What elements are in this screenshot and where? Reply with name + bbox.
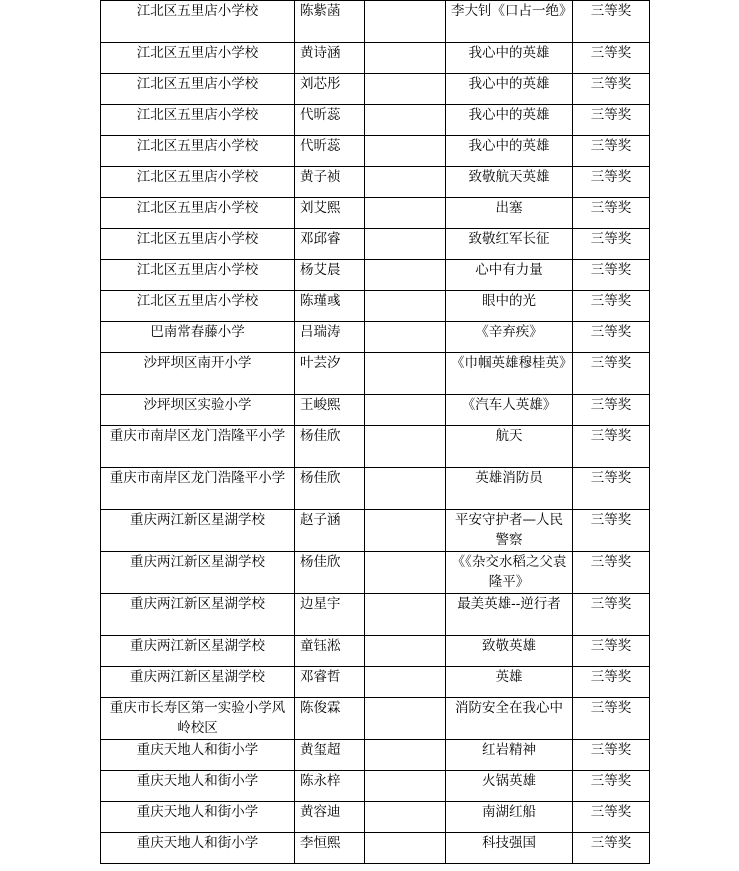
student-name-cell: 杨艾晨	[295, 260, 365, 291]
school-cell: 江北区五里店小学校	[101, 136, 295, 167]
work-title-cell: 《汽车人英雄》	[446, 395, 573, 426]
work-title-cell: 出塞	[446, 198, 573, 229]
student-name-cell: 杨佳欣	[295, 552, 365, 594]
work-title-cell: 《《杂交水稻之父袁隆平》	[446, 552, 573, 594]
work-title-cell: 我心中的英雄	[446, 74, 573, 105]
prize-cell: 三等奖	[573, 1, 650, 43]
work-title-cell: 航天	[446, 426, 573, 468]
school-cell: 沙坪坝区实验小学	[101, 395, 295, 426]
table-row	[101, 510, 650, 552]
work-title-cell: 平安守护者—人民警察	[446, 510, 573, 552]
work-title-cell: 李大钊《口占一绝》	[446, 1, 573, 43]
school-cell: 江北区五里店小学校	[101, 1, 295, 43]
school-cell: 重庆市长寿区第一实验小学风岭校区	[101, 698, 295, 740]
work-title-cell: 英雄	[446, 667, 573, 698]
prize-cell: 三等奖	[573, 510, 650, 552]
table-row	[101, 771, 650, 802]
table-row	[101, 395, 650, 426]
blank-cell	[365, 636, 446, 667]
school-cell: 重庆天地人和街小学	[101, 771, 295, 802]
school-cell: 重庆市南岸区龙门浩隆平小学	[101, 426, 295, 468]
blank-cell	[365, 43, 446, 74]
blank-cell	[365, 260, 446, 291]
work-title-cell: 《巾帼英雄穆桂英》	[446, 353, 573, 395]
work-title-cell: 眼中的光	[446, 291, 573, 322]
table-row	[101, 1, 650, 43]
prize-cell: 三等奖	[573, 426, 650, 468]
table-row	[101, 105, 650, 136]
table-row	[101, 74, 650, 105]
school-cell: 重庆天地人和街小学	[101, 833, 295, 864]
prize-cell: 三等奖	[573, 802, 650, 833]
table-row	[101, 636, 650, 667]
blank-cell	[365, 510, 446, 552]
awards-table	[100, 0, 650, 864]
student-name-cell: 李恒熙	[295, 833, 365, 864]
student-name-cell: 吕瑞涛	[295, 322, 365, 353]
table-row	[101, 291, 650, 322]
student-name-cell: 王峻熙	[295, 395, 365, 426]
prize-cell: 三等奖	[573, 74, 650, 105]
blank-cell	[365, 802, 446, 833]
student-name-cell: 刘艾熙	[295, 198, 365, 229]
student-name-cell: 杨佳欣	[295, 426, 365, 468]
awards-table-body	[101, 1, 650, 864]
blank-cell	[365, 353, 446, 395]
school-cell: 重庆两江新区星湖学校	[101, 667, 295, 698]
school-cell: 江北区五里店小学校	[101, 105, 295, 136]
prize-cell: 三等奖	[573, 198, 650, 229]
student-name-cell: 黄子祯	[295, 167, 365, 198]
blank-cell	[365, 322, 446, 353]
student-name-cell: 陈俊霖	[295, 698, 365, 740]
blank-cell	[365, 594, 446, 636]
work-title-cell: 南湖红船	[446, 802, 573, 833]
prize-cell: 三等奖	[573, 833, 650, 864]
work-title-cell: 心中有力量	[446, 260, 573, 291]
work-title-cell: 我心中的英雄	[446, 43, 573, 74]
prize-cell: 三等奖	[573, 105, 650, 136]
work-title-cell: 致敬英雄	[446, 636, 573, 667]
student-name-cell: 黄诗涵	[295, 43, 365, 74]
student-name-cell: 黄容迪	[295, 802, 365, 833]
student-name-cell: 陈永梓	[295, 771, 365, 802]
student-name-cell: 边星宇	[295, 594, 365, 636]
table-row	[101, 353, 650, 395]
school-cell: 江北区五里店小学校	[101, 291, 295, 322]
work-title-cell: 火锅英雄	[446, 771, 573, 802]
work-title-cell: 我心中的英雄	[446, 136, 573, 167]
prize-cell: 三等奖	[573, 468, 650, 510]
prize-cell: 三等奖	[573, 771, 650, 802]
work-title-cell: 致敬红军长征	[446, 229, 573, 260]
prize-cell: 三等奖	[573, 291, 650, 322]
blank-cell	[365, 1, 446, 43]
work-title-cell: 红岩精神	[446, 740, 573, 771]
table-row	[101, 667, 650, 698]
school-cell: 江北区五里店小学校	[101, 43, 295, 74]
table-row	[101, 426, 650, 468]
student-name-cell: 代昕蕊	[295, 105, 365, 136]
school-cell: 重庆两江新区星湖学校	[101, 510, 295, 552]
blank-cell	[365, 167, 446, 198]
school-cell: 重庆两江新区星湖学校	[101, 594, 295, 636]
blank-cell	[365, 105, 446, 136]
blank-cell	[365, 291, 446, 322]
school-cell: 江北区五里店小学校	[101, 167, 295, 198]
prize-cell: 三等奖	[573, 594, 650, 636]
school-cell: 沙坪坝区南开小学	[101, 353, 295, 395]
prize-cell: 三等奖	[573, 229, 650, 260]
student-name-cell: 代昕蕊	[295, 136, 365, 167]
work-title-cell: 英雄消防员	[446, 468, 573, 510]
blank-cell	[365, 740, 446, 771]
table-row	[101, 198, 650, 229]
table-row	[101, 43, 650, 74]
student-name-cell: 黄玺超	[295, 740, 365, 771]
blank-cell	[365, 229, 446, 260]
table-row	[101, 594, 650, 636]
work-title-cell: 科技强国	[446, 833, 573, 864]
prize-cell: 三等奖	[573, 136, 650, 167]
school-cell: 江北区五里店小学校	[101, 260, 295, 291]
school-cell: 江北区五里店小学校	[101, 198, 295, 229]
work-title-cell: 最美英雄--逆行者	[446, 594, 573, 636]
blank-cell	[365, 136, 446, 167]
prize-cell: 三等奖	[573, 740, 650, 771]
table-row	[101, 322, 650, 353]
student-name-cell: 陈瑾彧	[295, 291, 365, 322]
prize-cell: 三等奖	[573, 636, 650, 667]
table-row	[101, 260, 650, 291]
prize-cell: 三等奖	[573, 43, 650, 74]
table-row	[101, 802, 650, 833]
prize-cell: 三等奖	[573, 167, 650, 198]
table-row	[101, 552, 650, 594]
blank-cell	[365, 667, 446, 698]
table-row	[101, 167, 650, 198]
student-name-cell: 赵子涵	[295, 510, 365, 552]
prize-cell: 三等奖	[573, 698, 650, 740]
school-cell: 重庆天地人和街小学	[101, 740, 295, 771]
work-title-cell: 《辛弃疾》	[446, 322, 573, 353]
blank-cell	[365, 198, 446, 229]
prize-cell: 三等奖	[573, 552, 650, 594]
table-row	[101, 136, 650, 167]
table-row	[101, 698, 650, 740]
school-cell: 重庆两江新区星湖学校	[101, 552, 295, 594]
table-row	[101, 468, 650, 510]
school-cell: 巴南常春藤小学	[101, 322, 295, 353]
table-row	[101, 833, 650, 864]
prize-cell: 三等奖	[573, 353, 650, 395]
student-name-cell: 刘芯彤	[295, 74, 365, 105]
blank-cell	[365, 468, 446, 510]
blank-cell	[365, 426, 446, 468]
blank-cell	[365, 698, 446, 740]
prize-cell: 三等奖	[573, 395, 650, 426]
blank-cell	[365, 771, 446, 802]
prize-cell: 三等奖	[573, 322, 650, 353]
student-name-cell: 叶芸汐	[295, 353, 365, 395]
work-title-cell: 我心中的英雄	[446, 105, 573, 136]
blank-cell	[365, 74, 446, 105]
blank-cell	[365, 395, 446, 426]
school-cell: 江北区五里店小学校	[101, 74, 295, 105]
prize-cell: 三等奖	[573, 667, 650, 698]
school-cell: 江北区五里店小学校	[101, 229, 295, 260]
school-cell: 重庆两江新区星湖学校	[101, 636, 295, 667]
blank-cell	[365, 833, 446, 864]
student-name-cell: 陈紫菡	[295, 1, 365, 43]
work-title-cell: 消防安全在我心中	[446, 698, 573, 740]
student-name-cell: 邓邱睿	[295, 229, 365, 260]
table-row	[101, 229, 650, 260]
school-cell: 重庆市南岸区龙门浩隆平小学	[101, 468, 295, 510]
student-name-cell: 童钰淞	[295, 636, 365, 667]
school-cell: 重庆天地人和街小学	[101, 802, 295, 833]
student-name-cell: 杨佳欣	[295, 468, 365, 510]
student-name-cell: 邓睿哲	[295, 667, 365, 698]
blank-cell	[365, 552, 446, 594]
work-title-cell: 致敬航天英雄	[446, 167, 573, 198]
table-row	[101, 740, 650, 771]
prize-cell: 三等奖	[573, 260, 650, 291]
